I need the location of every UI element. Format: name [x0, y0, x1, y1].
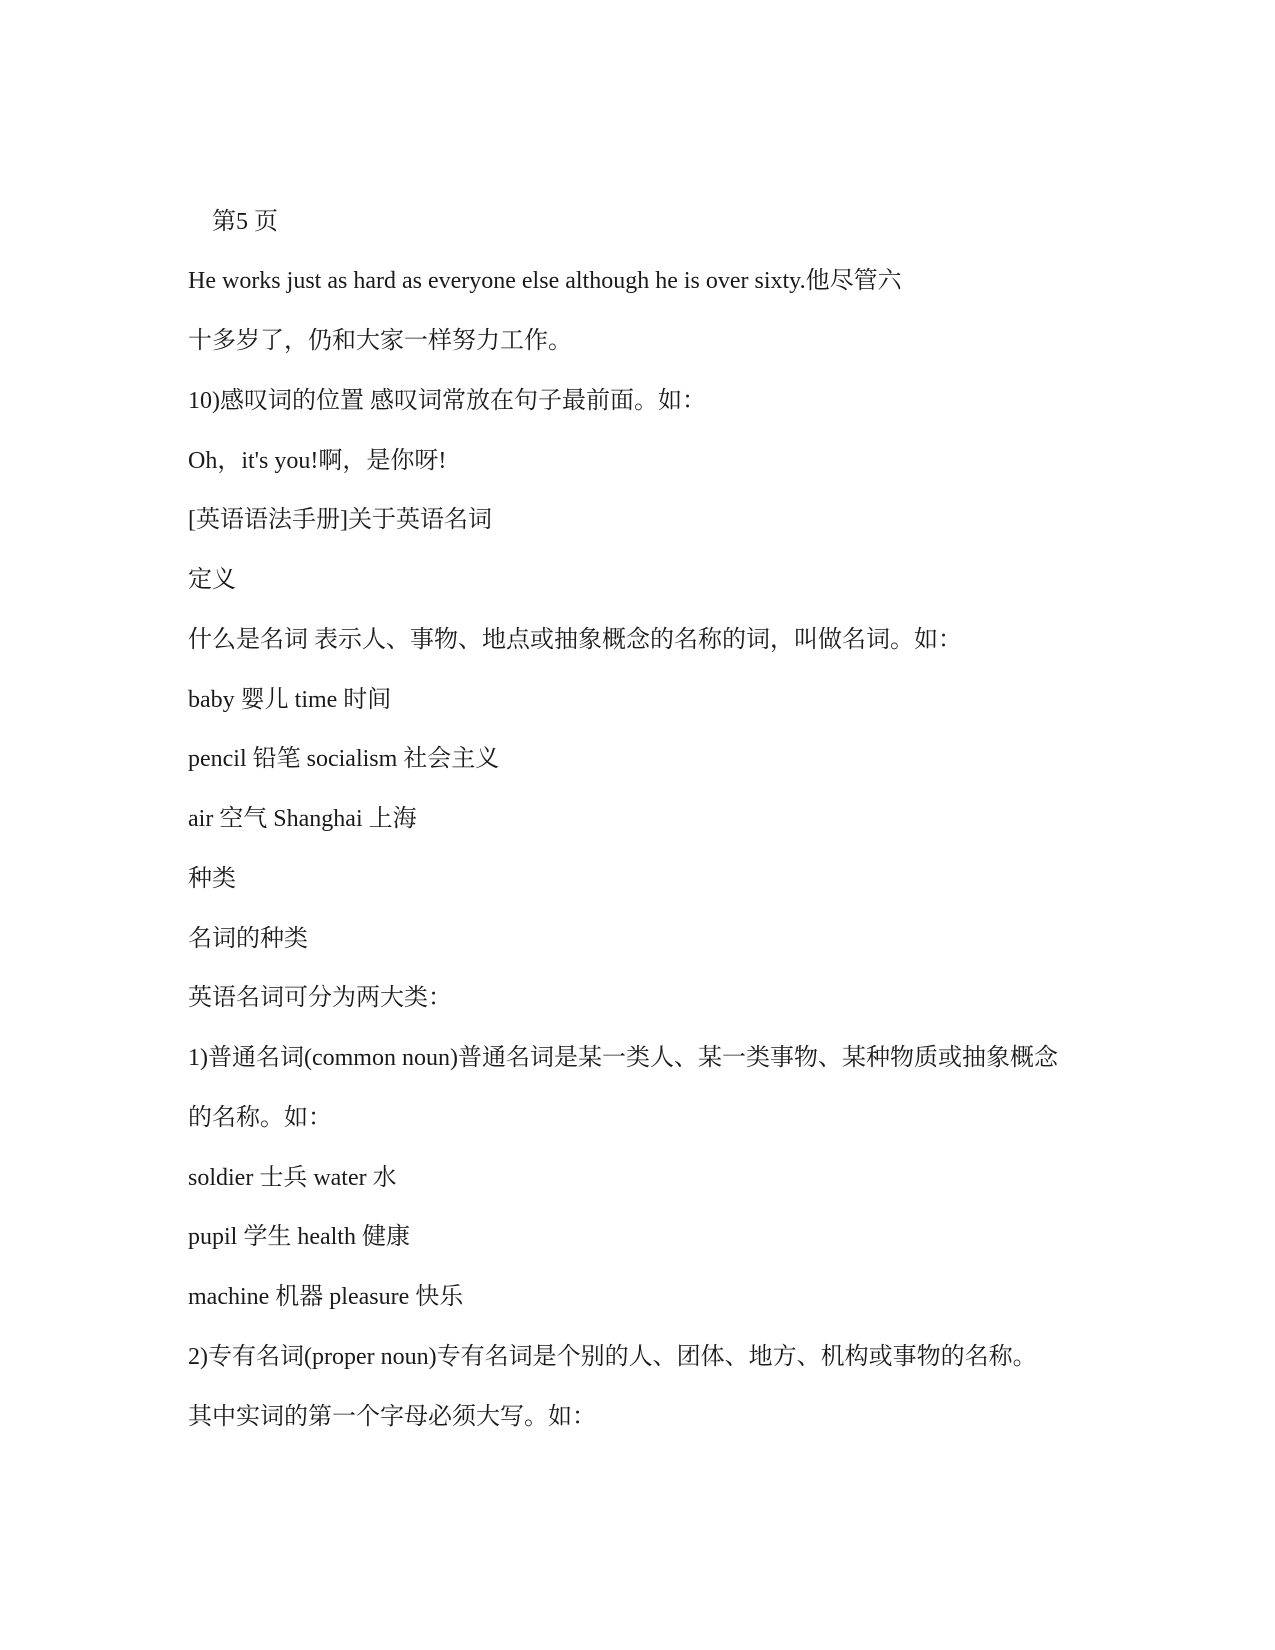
text-line: Oh，it's you!啊，是你呀! — [188, 448, 447, 474]
section-title: [英语语法手册]关于英语名词 — [188, 507, 492, 533]
text-line: He works just as hard as everyone else although he is over sixty.他尽管六 — [188, 268, 902, 294]
text-line: 的名称。如： — [188, 1105, 332, 1131]
text-line: 其中实词的第一个字母必须大写。如： — [188, 1404, 596, 1430]
example-line: soldier 士兵 water 水 — [188, 1165, 397, 1191]
text-line: 十多岁了，仍和大家一样努力工作。 — [188, 328, 572, 354]
text-line: 英语名词可分为两大类： — [188, 985, 452, 1011]
text-line: 1)普通名词(common noun)普通名词是某一类人、某一类事物、某种物质或抽象概念 — [188, 1045, 1058, 1071]
text-line: 什么是名词 表示人、事物、地点或抽象概念的名称的词，叫做名词。如： — [188, 627, 962, 653]
example-line: baby 婴儿 time 时间 — [188, 687, 392, 713]
page-number-header: 第5 页 — [212, 209, 278, 235]
subsection-heading: 名词的种类 — [188, 926, 308, 952]
example-line: pupil 学生 health 健康 — [188, 1224, 410, 1250]
example-line: machine 机器 pleasure 快乐 — [188, 1284, 464, 1310]
section-heading: 定义 — [188, 567, 236, 593]
example-line: pencil 铅笔 socialism 社会主义 — [188, 746, 500, 772]
section-heading: 种类 — [188, 866, 236, 892]
text-line: 10)感叹词的位置 感叹词常放在句子最前面。如： — [188, 388, 706, 414]
example-line: air 空气 Shanghai 上海 — [188, 806, 417, 832]
text-line: 2)专有名词(proper noun)专有名词是个别的人、团体、地方、机构或事物的名称。 — [188, 1344, 1037, 1370]
